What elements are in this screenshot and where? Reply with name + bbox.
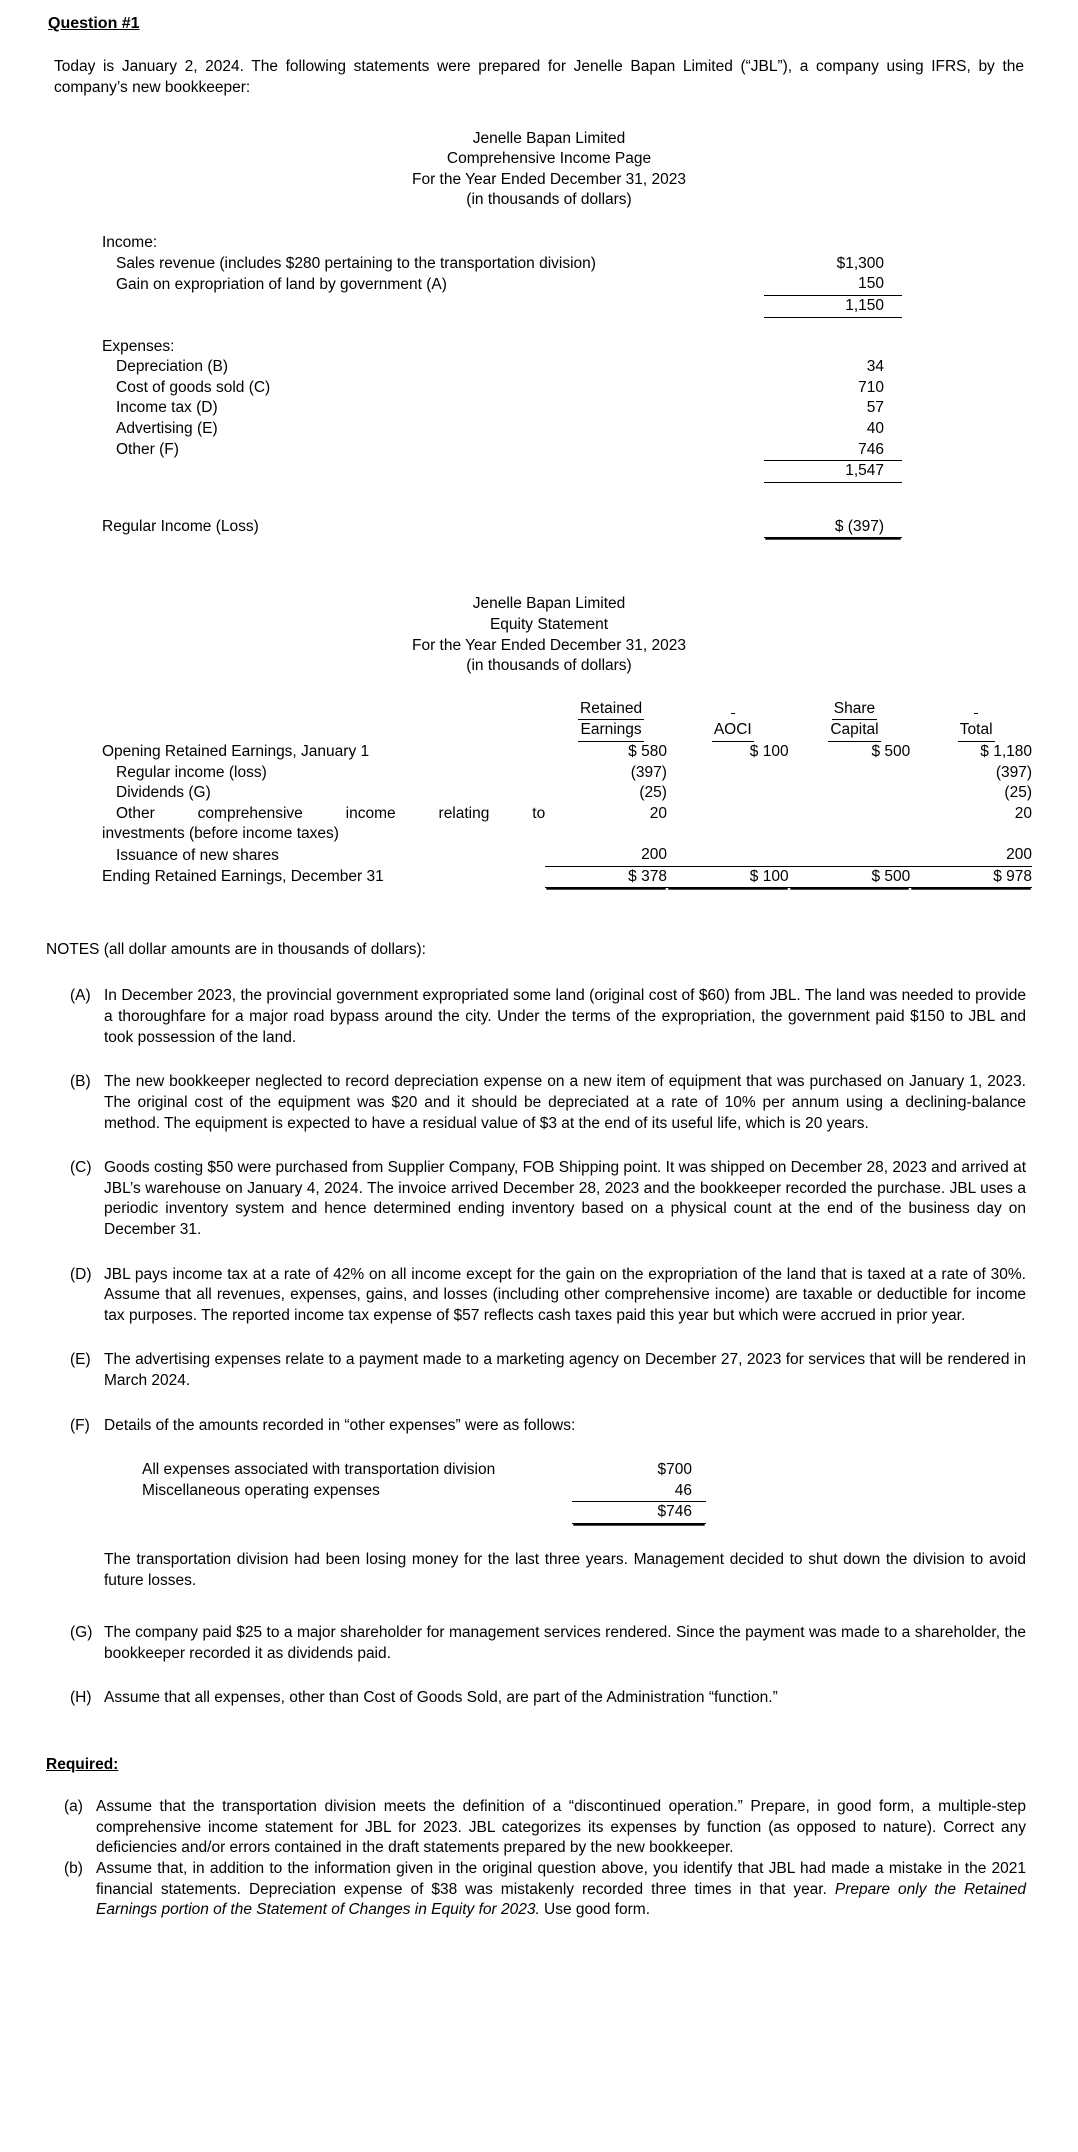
table-row [102, 295, 902, 317]
equity-statement-period: For the Year Ended December 31, 2023 [411, 636, 687, 654]
table-total-row [102, 866, 1032, 888]
row-amount: 710 [858, 378, 884, 396]
note-tag: (G) [70, 1624, 93, 1642]
table-row [102, 742, 1032, 763]
row-share-capital [789, 763, 911, 784]
column-header-line2: Capital [828, 720, 880, 742]
table-row [102, 804, 1032, 825]
row-label: Sales revenue (includes $280 pertaining to the transportation division) [116, 254, 596, 272]
row-label: Other (F) [116, 441, 179, 459]
total-aoci: $ 100 [667, 866, 789, 888]
row-share-capital: $ 500 [871, 743, 911, 761]
row-retained-earnings: 200 [641, 846, 667, 864]
row-amount: $1,300 [836, 254, 884, 272]
table-row [102, 254, 902, 275]
table-row [102, 845, 1032, 866]
row-aoci [667, 804, 789, 825]
notes-heading: NOTES (all dollar amounts are in thousands of dollars): [46, 941, 426, 959]
table-row [102, 440, 902, 461]
row-retained-earnings: (25) [639, 784, 667, 802]
note-g [46, 1623, 1032, 1664]
row-label: All expenses associated with transportation division [142, 1461, 496, 1479]
note-text: JBL pays income tax at a rate of 42% on all income except for the gain on the expropriation of the land that is taxed at a rate of 30%. Assume that all revenues, expenses, gains, and losses (including other comprehensive income) are taxable or deductible for income tax purposes. The reported income tax expense of $57 reflects cash taxes paid this year but which were accrued in prior year. [104, 1265, 1026, 1324]
row-share-capital [789, 845, 911, 866]
row-aoci [667, 763, 789, 784]
note-text: Details of the amounts recorded in “other expenses” were as follows: [104, 1416, 576, 1434]
note-text: Assume that all expenses, other than Cost of Goods Sold, are part of the Administration “function.” [104, 1689, 778, 1707]
row-retained-earnings: 20 [649, 804, 667, 822]
row-total: $ 1,180 [980, 743, 1032, 761]
table-row [102, 517, 902, 538]
required-tag: (b) [64, 1860, 83, 1878]
table-header-row [102, 720, 1032, 742]
note-tag: (C) [70, 1159, 92, 1177]
row-amount: 46 [572, 1481, 706, 1502]
table-total-row [142, 1502, 706, 1524]
row-label: Opening Retained Earnings, January 1 [102, 743, 370, 761]
spacer [102, 482, 902, 517]
note-tag: (H) [70, 1689, 92, 1707]
income-statement-title: Comprehensive Income Page [446, 150, 652, 168]
required-text-after: Use good form. [539, 1901, 651, 1919]
column-header-line1: Retained [578, 699, 644, 721]
row-amount: 40 [866, 419, 884, 437]
note-text-after: The transportation division had been losing money for the last three years. Management decided to shut down the division to avoid future losses. [104, 1551, 1026, 1589]
note-h [46, 1688, 1032, 1709]
note-tag: (F) [70, 1416, 90, 1434]
table-row [102, 357, 902, 378]
table-header-row [102, 699, 1032, 721]
bottom-line-amount: $ (397) [764, 517, 902, 538]
required-text-italic: Prepare only the Retained Earnings portion of the Statement of Changes in Equity for 2023. [96, 1880, 1027, 1919]
row-label: Advertising (E) [116, 419, 218, 437]
required-item-b [46, 1859, 1032, 1921]
note-text: The advertising expenses relate to a payment made to a marketing agency on December 27, 2023 for services that will be rendered in March 2024. [104, 1351, 1026, 1389]
row-aoci [667, 783, 789, 804]
note-tag: (E) [70, 1351, 91, 1369]
note-text: The company paid $25 to a major shareholder for management services rendered. Since the payment was made to a shareholder, the bookkeeper recorded it as dividends paid. [104, 1624, 1026, 1662]
table-row [102, 378, 902, 399]
note-tag: (D) [70, 1265, 92, 1283]
row-aoci [667, 845, 789, 866]
table-row [102, 461, 902, 483]
note-tag: (A) [70, 987, 91, 1005]
row-amount: 150 [764, 274, 902, 295]
note-c [46, 1158, 1032, 1240]
row-label: Miscellaneous operating expenses [142, 1482, 380, 1500]
row-label: Issuance of new shares [116, 846, 279, 864]
row-total: (25) [1004, 784, 1032, 802]
row-label: Depreciation (B) [116, 358, 228, 376]
row-retained-earnings: $ 580 [628, 743, 667, 761]
income-statement-company: Jenelle Bapan Limited [472, 129, 626, 147]
equity-statement-company: Jenelle Bapan Limited [472, 595, 626, 613]
income-section-label: Income: [102, 234, 158, 252]
income-subtotal: 1,150 [764, 295, 902, 317]
table-row [102, 419, 902, 440]
column-header-line1: Share [832, 699, 877, 721]
income-statement-period: For the Year Ended December 31, 2023 [411, 170, 687, 188]
table-total-amount: $746 [572, 1502, 706, 1524]
intro-paragraph: Today is January 2, 2024. The following statements were prepared for Jenelle Bapan Limited (“JBL”), a company using IFRS, by the company’s new bookkeeper: [54, 57, 1024, 96]
note-text: In December 2023, the provincial government expropriated some land (original cost of $60) from JBL. The land was needed to provide a thoroughfare for a major road bypass around the city. Under the terms of the expropriation, the government paid $150 to JBL and took possession of the land. [104, 987, 1026, 1046]
table-row [102, 337, 902, 358]
bottom-line-label: Regular Income (Loss) [102, 518, 259, 536]
row-share-capital [789, 804, 911, 825]
total-row-label: Ending Retained Earnings, December 31 [102, 868, 384, 886]
table-row [102, 274, 902, 295]
equity-statement-header [46, 594, 1032, 676]
income-statement-units: (in thousands of dollars) [466, 191, 632, 209]
table-row [102, 398, 902, 419]
row-total: (397) [995, 763, 1032, 781]
row-label: Income tax (D) [116, 399, 218, 417]
income-statement-table [102, 233, 902, 538]
row-amount: 746 [764, 440, 902, 461]
table-row [102, 763, 1032, 784]
expenses-section-label: Expenses: [102, 337, 175, 355]
table-row [102, 824, 1032, 845]
row-label: Dividends (G) [116, 784, 211, 802]
other-expenses-table [142, 1460, 706, 1524]
table-row [142, 1481, 706, 1502]
row-label-continued: investments (before income taxes) [102, 825, 339, 843]
note-text: Goods costing $50 were purchased from Supplier Company, FOB Shipping point. It was shipped on December 28, 2023 and arrived at JBL’s warehouse on January 4, 2024. The invoice arrived December 28, 2023 and the bookkeeper recorded the purchase. JBL uses a periodic inventory system and hence determined ending inventory based on a physical count at the end of the business day on December 31. [104, 1159, 1026, 1238]
note-tag: (B) [70, 1073, 91, 1091]
required-text: Assume that the transportation division meets the definition of a “discontinued operation.” Prepare, in good form, a multiple-step comprehensive income statement for JBL for 2023. JBL categorizes its expenses by function (as opposed to nature). Correct any deficiencies and/or errors contained in the draft statements prepared by the new bookkeeper. [96, 1798, 1026, 1857]
income-statement-header [46, 129, 1032, 211]
column-header-line1 [731, 713, 735, 714]
column-header-line2: Earnings [578, 720, 643, 742]
row-label: Cost of goods sold (C) [116, 378, 271, 396]
note-b [46, 1072, 1032, 1134]
row-label: Gain on expropriation of land by government (A) [116, 275, 447, 293]
row-aoci: $ 100 [749, 743, 789, 761]
note-text: The new bookkeeper neglected to record depreciation expense on a new item of equipment that was purchased on January 1, 2023. The original cost of the equipment was $20 and it should be depreciated at a rate of 10% per annum using a declining-balance method. The equipment is expected to have a residual value of $3 at the end of its useful life, which is 20 years. [104, 1073, 1026, 1132]
total-share-capital: $ 500 [789, 866, 911, 888]
row-total: 200 [1006, 846, 1032, 864]
row-total: 20 [1014, 804, 1032, 822]
table-row [102, 233, 902, 254]
required-text-before: Assume that, in addition to the information given in the original question above, you identify that JBL had made a mistake in the 2021 financial statements. Depreciation expense of $38 was mistakenly recorded three times in that year. [96, 1860, 1026, 1898]
total-total: $ 978 [910, 866, 1032, 888]
page-title: Question #1 [48, 15, 140, 32]
column-header-line2: AOCI [712, 720, 754, 742]
equity-statement-units: (in thousands of dollars) [466, 657, 632, 675]
spacer [102, 317, 902, 337]
row-amount: 57 [866, 399, 884, 417]
column-header-line1 [974, 713, 978, 714]
column-header-line2: Total [958, 720, 995, 742]
note-f [46, 1416, 1032, 1592]
note-e [46, 1350, 1032, 1391]
row-retained-earnings: (397) [630, 763, 667, 781]
table-row [102, 783, 1032, 804]
row-amount: $700 [657, 1461, 692, 1479]
note-d [46, 1265, 1032, 1327]
equity-statement-title: Equity Statement [489, 616, 609, 633]
note-a [46, 986, 1032, 1048]
required-heading: Required: [46, 1756, 119, 1774]
expenses-subtotal: 1,547 [764, 461, 902, 483]
row-label: Other comprehensive income relating to [116, 804, 546, 822]
total-retained-earnings: $ 378 [545, 866, 667, 888]
required-tag: (a) [64, 1798, 83, 1816]
equity-statement-table [102, 699, 1032, 888]
row-amount: 34 [866, 358, 884, 376]
row-share-capital [789, 783, 911, 804]
required-item-a [46, 1797, 1032, 1859]
row-label: Regular income (loss) [116, 763, 267, 781]
table-row [142, 1460, 706, 1481]
